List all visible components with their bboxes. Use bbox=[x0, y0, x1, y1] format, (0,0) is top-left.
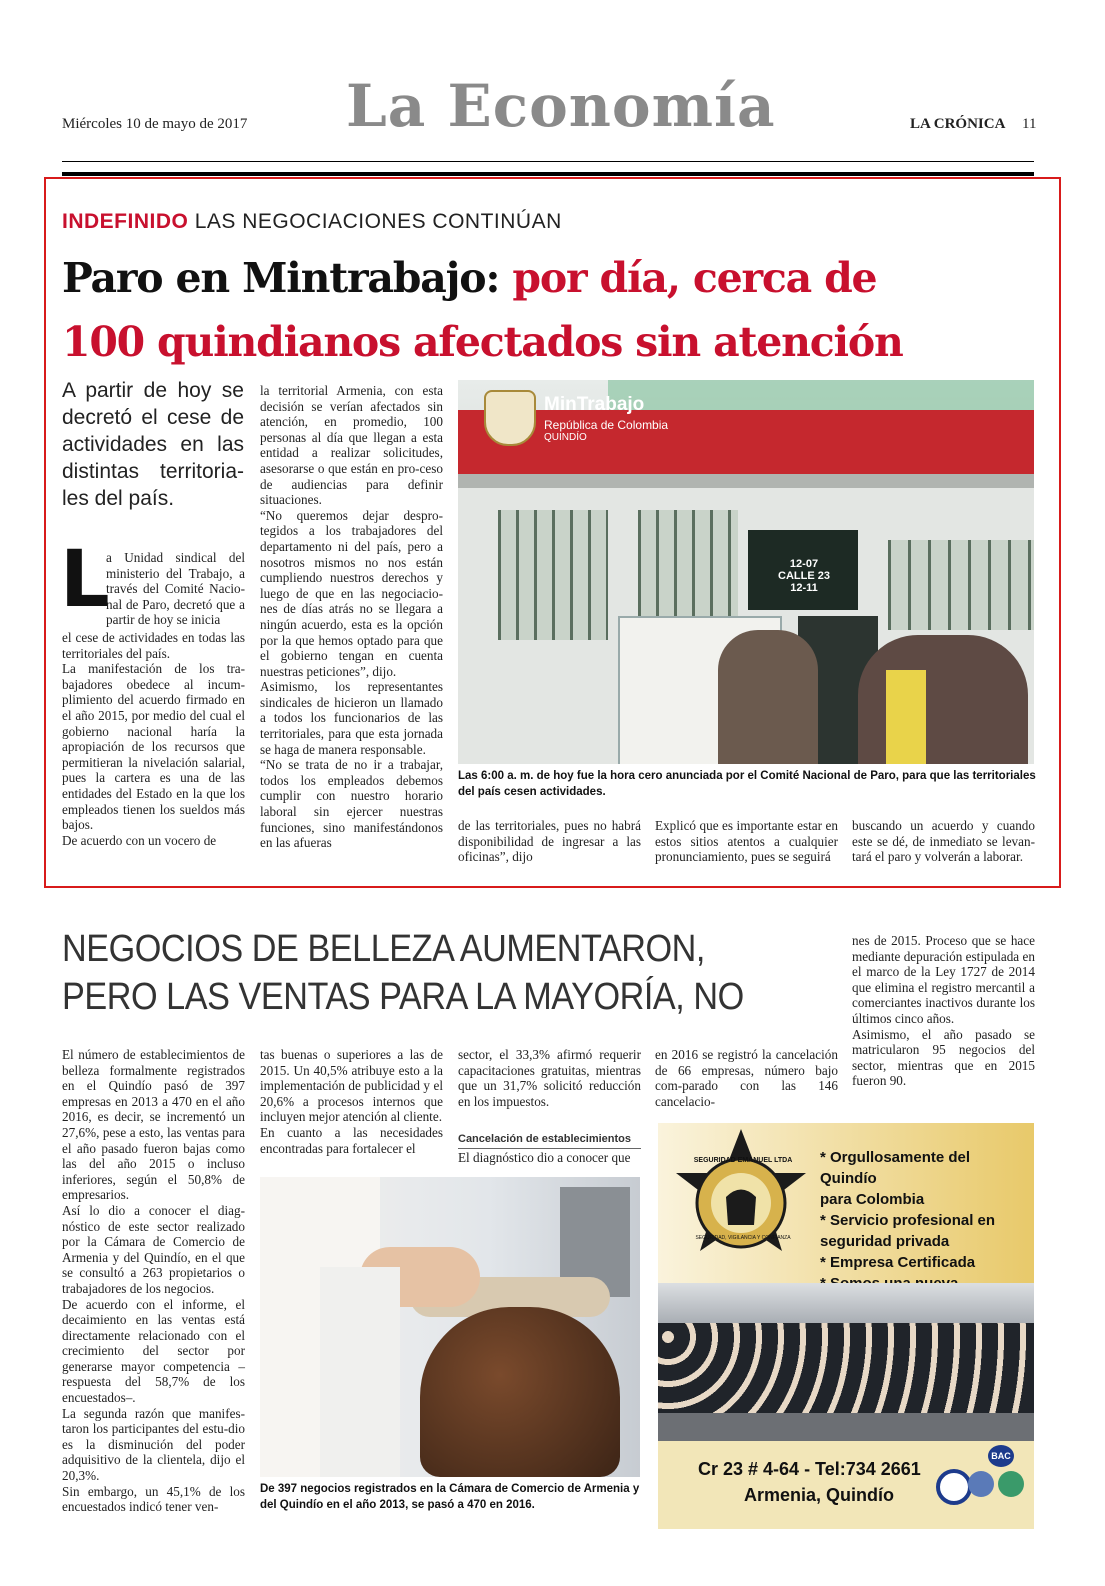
sign-republica: República de Colombia bbox=[544, 418, 669, 432]
ad-bullet: * Orgullosamente del Quindío para Colombia bbox=[820, 1149, 971, 1208]
article2-headline-1: NEGOCIOS DE BELLEZA AUMENTARON, bbox=[62, 928, 705, 970]
security-team-photo bbox=[658, 1283, 1034, 1441]
headline-red-1: por día, cerca de bbox=[512, 254, 877, 302]
sign-quindio: QUINDÍO bbox=[544, 432, 587, 443]
subhead-rule bbox=[458, 1148, 641, 1149]
bac-logo-icon: BAC bbox=[988, 1445, 1014, 1467]
dropcap: L bbox=[60, 535, 110, 625]
article2-top-right: nes de 2015. Proceso que se hace mediante depuración estipulada en el marco de la Ley 1727 de 2014 que elimina el registro mercantil a comerciantes inactivos durante los últimos cinco años. Asimismo, el año pasado se matricularon 95 negocios del sector, mientras que en 2015 fueron 90. bbox=[852, 933, 1035, 1089]
article1-col1: el cese de actividades en todas las territoriales del país. La manifestación de los tra-bajadores obedece al incum-plimiento del acuerdo firmado en el año 2015, por medio del cual el gobierno nacional haría la apropiación de los recursos que permitieran la nivelación salarial, pues la cartera es una de las entidades del Estado en la que los empleados tienen los sueldos más bajos. De acuerdo con un vocero de bbox=[62, 630, 245, 848]
article2-headline-2: PERO LAS VENTAS PARA LA MAYORÍA, NO bbox=[62, 976, 744, 1018]
kicker bbox=[62, 210, 562, 234]
article2-col3b: El diagnóstico dio a conocer que bbox=[458, 1150, 631, 1165]
beauty-salon-photo bbox=[260, 1177, 640, 1477]
headline bbox=[62, 246, 1052, 374]
article2-col1: El número de establecimientos de belleza formalmente registrados en el Quindío pasó de 397 empresas en 2013 a 470 en el año 2016, es decir, se incrementó un 27,6%, pese a esto, las ventas para el año pasado fueron bajas como las del año 2015 o incluso inferiores, según el 50,8% de empresarios. Así lo dio a conocer el diag-nóstico de este sector realizado por la Cámara de Comercio de Armenia y del Quindío, en el que se consultó a 263 propietarios o trabajadores de los negocios. De acuerdo con el informe, el decaimiento en las ventas está directamente relacionado con el crecimiento del sector por generarse mayor competencia –respuesta del 58,7% de los encuestados–. La segunda razón que manifes-taron los participantes del estu-dio es la disminución del poder adquisitivo de la clientela, dijo el 20,3%. Sin embargo, un 45,1% de los encuestados indicó tener ven- bbox=[62, 1047, 245, 1515]
coat-of-arms-icon bbox=[484, 390, 536, 446]
header-date: Miércoles 10 de mayo de 2017 bbox=[62, 116, 248, 132]
kicker-rest: LAS NEGOCIACIONES CONTINÚAN bbox=[194, 210, 562, 233]
hair bbox=[420, 1307, 620, 1477]
article2-col3: sector, el 33,3% afirmó requerir capacitaciones gratuitas, mientras que un 31,7% solicitó reducción en los impuestos. bbox=[458, 1047, 641, 1109]
article1-col4: Explicó que es importante estar en estos sitios atentos a cualquier pronunciamiento, pues se seguirá bbox=[655, 818, 838, 865]
security-ad bbox=[658, 1123, 1034, 1529]
cert-logo-3-icon bbox=[998, 1471, 1024, 1497]
section-title: La Economía bbox=[346, 72, 776, 140]
lead-text: A partir de hoy se decretó el cese de actividades en las distintas territoria-les del país. bbox=[62, 379, 244, 510]
mintrabajo-photo bbox=[458, 380, 1034, 764]
article1-col2: la territorial Armenia, con esta decisión se verían afectados sin atención, en promedio, 100 personas al día que llegan a esta entidad a realizar solicitudes, asesorarse o que están en pro-ceso de audiencias para definir situaciones. “No queremos dejar despro-tegidos a los trabajadores del departamento ni del país, pero a nosotros mismos no nos están cumpliendo nuestros derechos y luego de que en las negociacio-nes de días atrás no se llegara a ningún acuerdo, esta es la opción por la que hemos optado para que el gobierno tengan en cuenta nuestras peticiones”, dijo. Asimismo, los representantes sindicales de hicieron un llamado a todos los funcionarios de las territoriales, para que esta jornada se haga de manera responsable. “No se trata de no ir a trabajar, todos los empleados debemos cumplir con nuestro horario laboral sin ejercer nuestras funciones, sino manifestándonos en las afueras bbox=[260, 383, 443, 851]
article2-col2: tas buenas o superiores a las de 2015. Un 40,5% atribuye esto a la implementación de publicidad y el 20,6% a procesos internos que incluyen mejor atención al cliente. En cuanto a las necesidades encontradas para fortalecer el bbox=[260, 1047, 443, 1156]
header-rule-thick bbox=[62, 172, 1034, 176]
mintrabajo-caption: Las 6:00 a. m. de hoy fue la hora cero anunciada por el Comité Nacional de Paro, para que las territoriales del país cesen actividades. bbox=[458, 770, 1036, 798]
address-number: 12-07 CALLE 23 12-11 bbox=[778, 558, 830, 594]
kicker-strong: INDEFINIDO bbox=[62, 210, 189, 233]
cert-logo-2-icon bbox=[968, 1471, 994, 1497]
header-rule bbox=[62, 161, 1034, 162]
ad-bullet: * Empresa Certificada bbox=[820, 1254, 976, 1271]
paper-name: LA CRÓNICA bbox=[910, 116, 1006, 132]
badge-text: SEGURIDAD EMANUEL LTDA bbox=[693, 1157, 793, 1164]
sign-mintrabajo: MinTrabajo bbox=[544, 394, 645, 415]
badge-sub: SEGURIDAD, VIGILANCIA Y CONFIANZA bbox=[695, 1235, 791, 1241]
headline-black: Paro en Mintrabajo: bbox=[62, 254, 500, 302]
article1-col5: buscando un acuerdo y cuando este se dé, de inmediato se levan-tará el paro y volverán a laborar. bbox=[852, 818, 1035, 865]
ad-city: Armenia, Quindío bbox=[744, 1485, 895, 1505]
ad-bullet: * Servicio profesional en seguridad privada bbox=[820, 1212, 996, 1250]
page-number: 11 bbox=[1022, 116, 1037, 132]
article1-col1-drop: a Unidad sindical del ministerio del Trabajo, a través del Comité Nacio-nal de Paro, decretó que a partir de hoy se inicia bbox=[106, 550, 245, 628]
beauty-caption: De 397 negocios registrados en la Cámara de Comercio de Armenia y del Quindío en el año 2013, se pasó a 470 en 2016. bbox=[260, 1483, 640, 1511]
article2-headline bbox=[62, 925, 755, 1021]
cert-logo-icon bbox=[936, 1469, 972, 1505]
article2-col4: en 2016 se registró la cancelación de 66 empresas, número bajo com-parado con las 146 cancelacio- bbox=[655, 1047, 838, 1109]
article1-col3: de las territoriales, pues no habrá disponibilidad de ingresar a las oficinas”, dijo bbox=[458, 818, 641, 865]
ad-address: Cr 23 # 4-64 - Tel:734 2661 bbox=[698, 1459, 921, 1479]
badge-star-icon bbox=[666, 1127, 816, 1281]
subhead-cancelacion: Cancelación de establecimientos bbox=[458, 1133, 632, 1145]
headline-red-2: 100 quindianos afectados sin atención bbox=[62, 318, 903, 366]
